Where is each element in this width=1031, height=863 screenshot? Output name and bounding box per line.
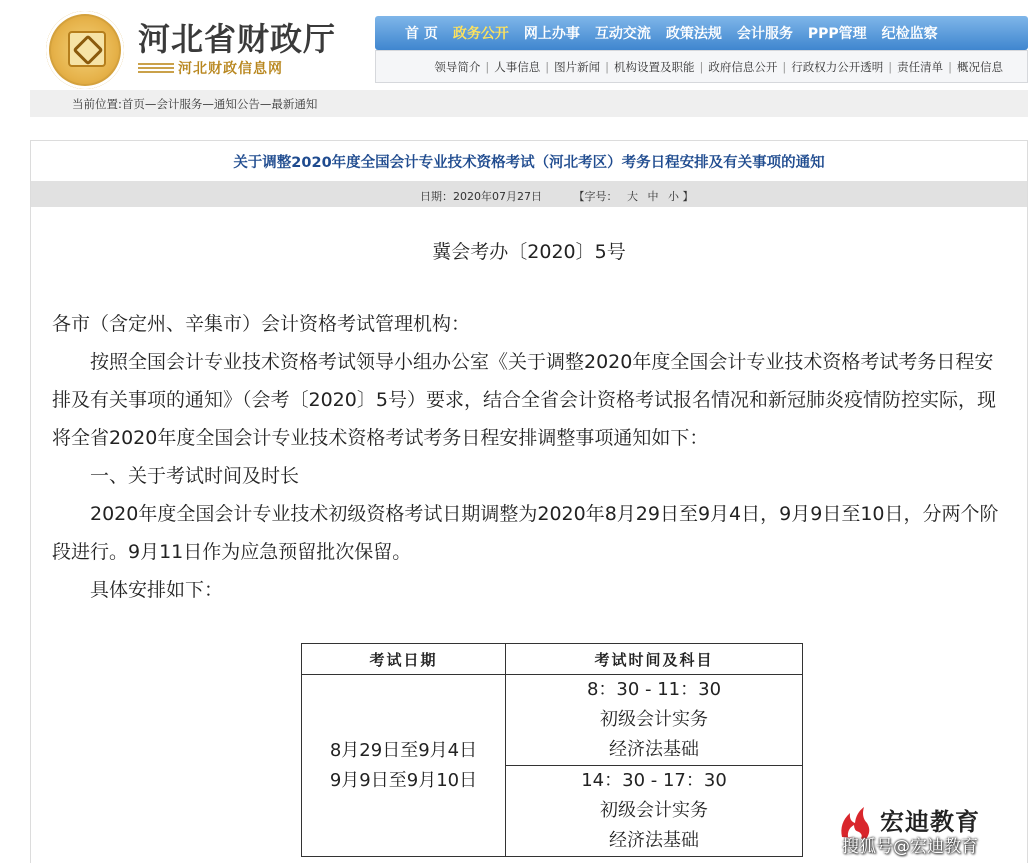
exam-slot-cell — [506, 766, 803, 857]
paragraph: 按照全国会计专业技术资格考试领导小组办公室《关于调整2020年度全国会计专业技术资格考试考务日程安排及有关事项的通知》（会考〔2020〕5号）要求，结合全省会计资格考试报名情况和新冠肺炎疫情防控实际，现将全省2020年度全国会计专业技术资格考试考务日程安排调整事项通知如下： — [52, 351, 996, 449]
column-header-date: 考试日期 — [302, 644, 506, 675]
subnav-separator: | — [485, 59, 490, 74]
main-nav — [375, 16, 1028, 50]
exam-date-line: 9月9日至9月10日 — [329, 769, 478, 791]
subnav-item[interactable]: 概况信息 — [957, 59, 1003, 74]
nav-item[interactable]: 政策法规 — [665, 26, 722, 42]
article-title: 关于调整2020年度全国会计专业技术资格考试（河北考区）考务日程安排及有关事项的通知 — [233, 155, 825, 171]
breadcrumb: 当前位置:首页—会计服务—通知公告—最新通知 — [72, 97, 318, 111]
subnav-separator: | — [699, 59, 704, 74]
exam-date-cell — [302, 675, 506, 857]
subnav-item[interactable]: 机构设置及职能 — [614, 59, 695, 74]
subnav-item[interactable]: 行政权力公开透明 — [791, 59, 884, 74]
exam-subject: 初级会计实务 — [600, 709, 708, 730]
site-subtitle: 河北财政信息网 — [178, 61, 283, 77]
exam-schedule-table — [301, 643, 803, 857]
article-body — [52, 305, 1002, 609]
sub-nav — [375, 50, 1028, 83]
exam-date-line: 8月29日至9月4日 — [329, 739, 478, 761]
coin-emblem-icon — [68, 31, 106, 67]
nav-item[interactable]: 互动交流 — [594, 26, 651, 42]
paragraph: 2020年度全国会计专业技术初级资格考试日期调整为2020年8月29日至9月4日，9月9日至10日，分两个阶段进行。9月11日作为应急预留批次保留。 — [52, 503, 999, 563]
paragraph: 各市（含定州、辛集市）会计资格考试管理机构： — [52, 313, 471, 335]
table-row — [302, 675, 803, 766]
article-meta-bar — [31, 181, 1027, 207]
paragraph: 具体安排如下： — [90, 579, 224, 601]
watermark-brand: 宏迪教育 — [880, 808, 980, 836]
exam-subject: 经济法基础 — [609, 739, 699, 760]
font-size-large[interactable]: 大 — [627, 190, 638, 203]
document-number: 冀会考办〔2020〕5号 — [432, 241, 626, 263]
table-header-row — [302, 644, 803, 675]
watermark — [836, 800, 1031, 863]
subnav-separator: | — [888, 59, 893, 74]
subnav-item[interactable]: 责任清单 — [897, 59, 944, 74]
subnav-item[interactable]: 领导简介 — [434, 59, 481, 74]
exam-slot-cell — [506, 675, 803, 766]
nav-item[interactable]: PPP管理 — [807, 26, 867, 42]
nav-item[interactable]: 政务公开 — [452, 26, 509, 42]
exam-time: 8：30 - 11：30 — [586, 679, 722, 700]
nav-item[interactable]: 网上办事 — [523, 26, 580, 42]
exam-subject: 初级会计实务 — [600, 800, 708, 821]
font-size-label: 【字号： — [573, 190, 618, 203]
site-header — [0, 0, 1031, 90]
watermark-handle: 搜狐号@宏迪教育 — [842, 837, 978, 857]
font-size-small[interactable]: 小 — [668, 190, 679, 203]
nav-item[interactable]: 会计服务 — [736, 26, 793, 42]
exam-time: 14：30 - 17：30 — [581, 770, 727, 791]
subnav-separator: | — [605, 59, 609, 74]
exam-subject: 经济法基础 — [609, 830, 699, 851]
nav-item[interactable]: 纪检监察 — [881, 26, 938, 42]
department-seal-logo[interactable] — [46, 11, 124, 89]
subnav-item[interactable]: 政府信息公开 — [708, 59, 778, 74]
subnav-separator: | — [782, 59, 787, 74]
subnav-separator: | — [545, 59, 550, 74]
subnav-item[interactable]: 人事信息 — [494, 59, 541, 74]
site-title[interactable]: 河北省财政厅 — [138, 20, 337, 58]
font-size-close: 】 — [682, 190, 694, 203]
font-size-medium[interactable]: 中 — [647, 190, 659, 203]
breadcrumb-bar — [30, 90, 1028, 117]
article-panel — [30, 140, 1028, 863]
nav-item[interactable]: 首 页 — [405, 26, 438, 42]
section-heading: 一、关于考试时间及时长 — [90, 465, 300, 487]
subnav-separator: | — [948, 59, 952, 74]
column-header-time-subject: 考试时间及科目 — [506, 644, 803, 675]
site-subtitle-wrap — [138, 58, 338, 78]
decorative-bars-icon — [138, 63, 174, 73]
article-date: 日期：2020年07月27日 — [420, 190, 542, 203]
subnav-item[interactable]: 图片新闻 — [554, 59, 601, 74]
